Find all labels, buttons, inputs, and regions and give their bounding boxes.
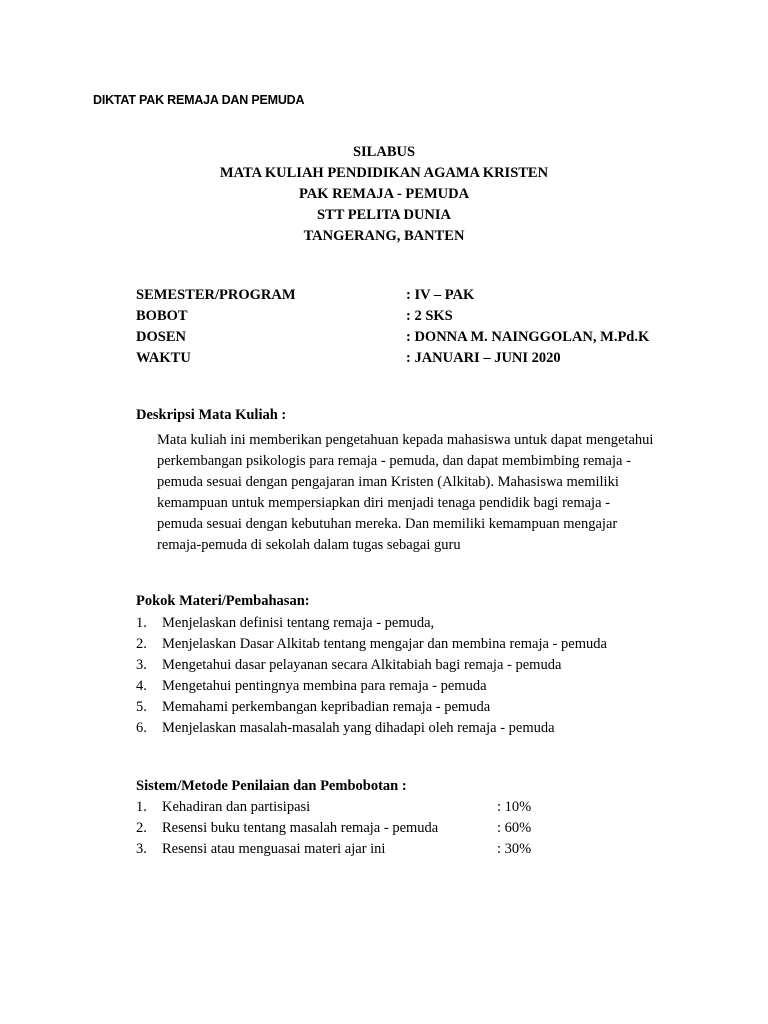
list-item (136, 818, 531, 839)
course-info-table (136, 285, 649, 369)
info-value: : JANUARI – JUNI 2020 (406, 350, 561, 366)
topics-heading: Pokok Materi/Pembahasan: (136, 593, 310, 609)
list-number: 2. (136, 820, 147, 836)
title-line: MATA KULIAH PENDIDIKAN AGAMA KRISTEN (219, 165, 549, 181)
evaluation-list (136, 797, 531, 860)
list-number: 4. (136, 678, 147, 694)
list-item (136, 655, 607, 676)
title-line: PAK REMAJA - PEMUDA (298, 186, 470, 202)
list-text: Memahami perkembangan kepribadian remaja - pemuda (162, 699, 491, 715)
evaluation-weight: : 10% (497, 799, 532, 815)
info-key: BOBOT (136, 308, 188, 324)
description-line: pemuda sesuai dengan kebutuhan mereka. Dan memiliki kemampuan mengajar (157, 516, 618, 532)
syllabus-title-block (0, 142, 768, 247)
description-line: kemampuan untuk mempersiapkan diri menjadi tenaga pendidik bagi remaja - (157, 495, 610, 511)
description-body (157, 430, 677, 556)
description-line: perkembangan psikologis para remaja - pemuda, dan dapat membimbing remaja - (157, 453, 631, 469)
list-item (136, 839, 531, 860)
document-header-label: DIKTAT PAK REMAJA DAN PEMUDA (93, 93, 305, 107)
list-item (136, 634, 607, 655)
info-row-waktu (136, 348, 649, 369)
list-number: 5. (136, 699, 147, 715)
info-key: SEMESTER/PROGRAM (136, 287, 296, 303)
info-value: : 2 SKS (406, 308, 453, 324)
info-row-bobot (136, 306, 649, 327)
info-row-dosen (136, 327, 649, 348)
list-item (136, 697, 607, 718)
evaluation-weight: : 60% (497, 820, 532, 836)
description-line: pemuda sesuai dengan pengajaran iman Kristen (Alkitab). Mahasiswa memiliki (157, 474, 619, 490)
evaluation-heading: Sistem/Metode Penilaian dan Pembobotan : (136, 778, 407, 794)
evaluation-weight: : 30% (497, 841, 532, 857)
list-number: 6. (136, 720, 147, 736)
title-line: STT PELITA DUNIA (316, 207, 452, 223)
info-key: DOSEN (136, 329, 186, 345)
topics-list (136, 613, 607, 739)
list-text: Resensi buku tentang masalah remaja - pemuda (162, 820, 439, 836)
list-item (136, 797, 531, 818)
list-text: Menjelaskan definisi tentang remaja - pemuda, (162, 615, 435, 631)
list-text: Mengetahui dasar pelayanan secara Alkitabiah bagi remaja - pemuda (162, 657, 562, 673)
list-item (136, 676, 607, 697)
list-text: Menjelaskan Dasar Alkitab tentang mengajar dan membina remaja - pemuda (162, 636, 607, 652)
list-text: Resensi atau menguasai materi ajar ini (162, 841, 386, 857)
list-number: 2. (136, 636, 147, 652)
info-row-semester (136, 285, 649, 306)
description-line: Mata kuliah ini memberikan pengetahuan kepada mahasiswa untuk dapat mengetahui (157, 432, 654, 448)
info-value: : DONNA M. NAINGGOLAN, M.Pd.K (406, 329, 650, 345)
title-line: SILABUS (352, 144, 416, 160)
info-value: : IV – PAK (406, 287, 475, 303)
info-key: WAKTU (136, 350, 191, 366)
list-item (136, 613, 607, 634)
list-number: 3. (136, 657, 147, 673)
title-line: TANGERANG, BANTEN (303, 228, 465, 244)
list-text: Mengetahui pentingnya membina para remaja - pemuda (162, 678, 487, 694)
description-heading: Deskripsi Mata Kuliah : (136, 407, 287, 423)
list-text: Kehadiran dan partisipasi (162, 799, 311, 815)
list-number: 3. (136, 841, 147, 857)
description-line: remaja-pemuda di sekolah dalam tugas sebagai guru (157, 537, 461, 553)
list-number: 1. (136, 799, 147, 815)
list-number: 1. (136, 615, 147, 631)
list-item (136, 718, 607, 739)
list-text: Menjelaskan masalah-masalah yang dihadapi oleh remaja - pemuda (162, 720, 555, 736)
